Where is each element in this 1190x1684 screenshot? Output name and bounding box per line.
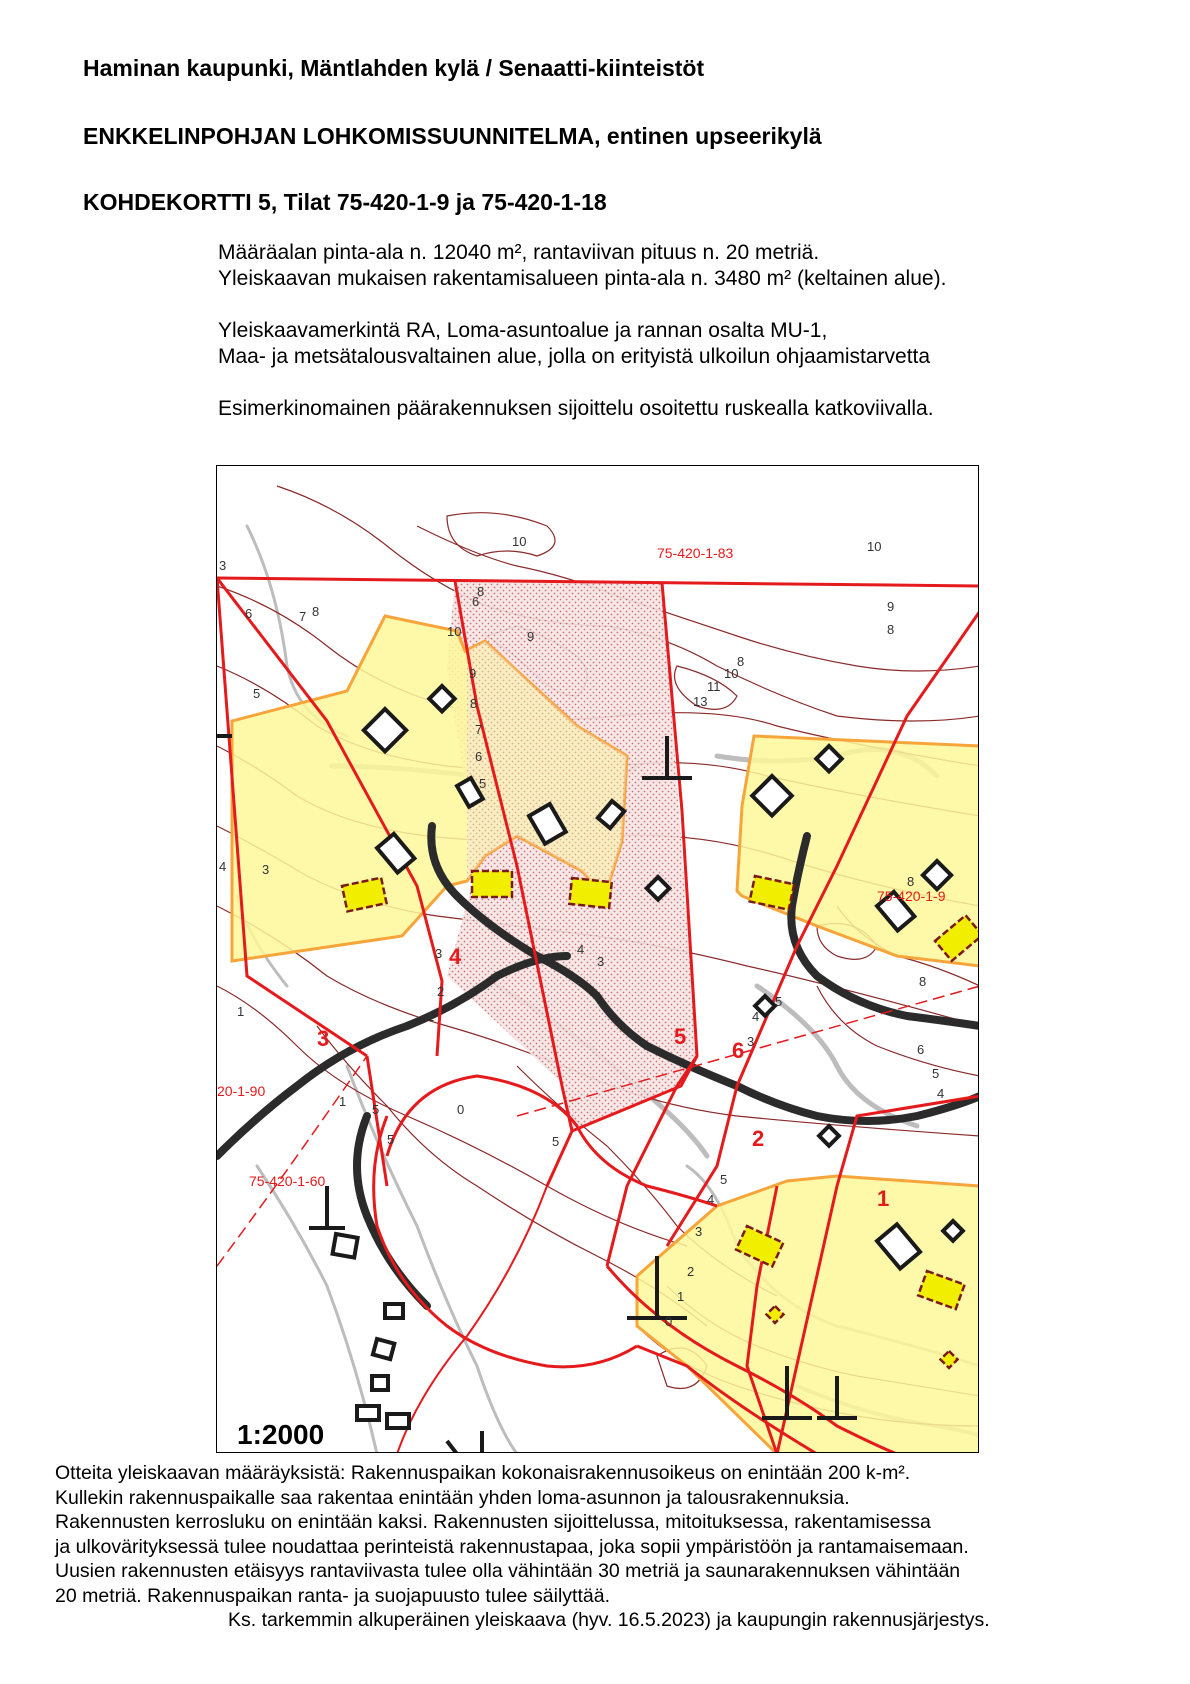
plan-regulations — [55, 1461, 969, 1608]
svg-text:0: 0 — [457, 1102, 465, 1117]
svg-text:4: 4 — [937, 1086, 945, 1101]
svg-text:4: 4 — [707, 1192, 715, 1207]
svg-text:11: 11 — [707, 679, 721, 694]
svg-text:3: 3 — [219, 558, 227, 573]
svg-text:3: 3 — [597, 954, 605, 969]
regulation-line: ja ulkovärityksessä tulee noudattaa perinteistä rakennustapaa, joka sopii ympäristöön ja rantamaisemaan. — [55, 1535, 969, 1558]
svg-text:8: 8 — [919, 974, 927, 989]
svg-text:10: 10 — [512, 534, 527, 549]
svg-text:1: 1 — [237, 1004, 245, 1019]
parcel-label: 20-1-90 — [217, 1083, 266, 1099]
intro-zoning-1: Yleiskaavamerkintä RA, Loma-asuntoalue ja rannan osalta MU-1, — [218, 319, 828, 342]
plot-number-3: 3 — [317, 1026, 330, 1051]
plot-number-5: 5 — [674, 1024, 687, 1049]
svg-text:6: 6 — [245, 606, 253, 621]
svg-text:8: 8 — [312, 604, 320, 619]
svg-text:6: 6 — [472, 594, 480, 609]
parcel-label: 75-420-1-83 — [657, 545, 734, 561]
plot-number-1: 1 — [877, 1186, 890, 1211]
svg-text:9: 9 — [527, 629, 535, 644]
svg-text:2: 2 — [687, 1264, 695, 1279]
svg-text:1: 1 — [427, 1009, 435, 1024]
svg-text:8: 8 — [470, 696, 478, 711]
svg-text:10: 10 — [867, 539, 882, 554]
svg-text:5: 5 — [387, 1132, 395, 1147]
svg-text:3: 3 — [747, 1034, 755, 1049]
intro-zoning-2: Maa- ja metsätalousvaltainen alue, jolla on erityistä ulkoilun ohjaamistarvetta — [218, 345, 931, 368]
svg-text:5: 5 — [479, 776, 487, 791]
plot-number-6: 6 — [732, 1038, 745, 1063]
svg-text:5: 5 — [932, 1066, 940, 1081]
parcel-label: 75-420-1-9 — [877, 888, 946, 904]
svg-text:7: 7 — [299, 609, 307, 624]
svg-text:7: 7 — [475, 722, 483, 737]
svg-text:2: 2 — [437, 984, 445, 999]
svg-text:8: 8 — [477, 584, 485, 599]
svg-text:1: 1 — [339, 1094, 347, 1109]
svg-text:10: 10 — [724, 666, 739, 681]
svg-text:5: 5 — [720, 1172, 728, 1187]
svg-text:4: 4 — [752, 1009, 760, 1024]
parcel-label: 75-420-1-60 — [249, 1173, 326, 1189]
svg-text:9: 9 — [469, 666, 477, 681]
plot-number-2: 2 — [752, 1126, 765, 1151]
svg-text:5: 5 — [372, 1102, 380, 1117]
title-municipality: Haminan kaupunki, Mäntlahden kylä / Senaatti-kiinteistöt — [83, 55, 705, 81]
zoning-map — [216, 465, 979, 1453]
plot-number-4: 4 — [449, 944, 462, 969]
svg-text:9: 9 — [887, 599, 895, 614]
svg-text:3: 3 — [695, 1224, 703, 1239]
regulation-line: Uusien rakennusten etäisyys rantaviivasta tulee olla vähintään 30 metriä ja saunarakennuksen vähintään — [55, 1560, 961, 1582]
svg-text:4: 4 — [219, 859, 227, 874]
svg-text:3: 3 — [435, 946, 443, 961]
intro-area: Määräalan pinta-ala n. 12040 m², rantaviivan pituus n. 20 metriä. — [218, 241, 820, 264]
regulation-line: 20 metriä. Rakennuspaikan ranta- ja suojapuusto tulee säilyttää. — [55, 1584, 610, 1607]
svg-text:8: 8 — [737, 654, 745, 669]
svg-text:5: 5 — [253, 686, 261, 701]
svg-text:8: 8 — [887, 622, 895, 637]
svg-text:3: 3 — [262, 862, 270, 877]
svg-text:10: 10 — [447, 624, 462, 639]
map-scale: 1:2000 — [237, 1419, 325, 1450]
svg-text:8: 8 — [907, 874, 915, 889]
svg-text:6: 6 — [917, 1042, 925, 1057]
title-card: KOHDEKORTTI 5, Tilat 75-420-1-9 ja 75-420-1-18 — [83, 189, 607, 215]
svg-text:0: 0 — [665, 1314, 673, 1329]
svg-text:5: 5 — [775, 994, 783, 1009]
reference-note: Ks. tarkemmin alkuperäinen yleiskaava (hyv. 16.5.2023) ja kaupungin rakennusjärjestys. — [228, 1609, 990, 1631]
svg-text:5: 5 — [552, 1134, 560, 1149]
intro-build-area: Yleiskaavan mukaisen rakentamisalueen pinta-ala n. 3480 m² (keltainen alue). — [218, 267, 947, 290]
regulation-line: Kullekin rakennuspaikalle saa rakentaa enintään yhden loma-asunnon ja talousrakennuksia. — [55, 1486, 850, 1509]
regulation-line: Rakennusten kerrosluku on enintään kaksi. Rakennusten sijoittelussa, mitoituksessa, rakentamisessa — [55, 1511, 931, 1533]
svg-text:6: 6 — [475, 749, 483, 764]
svg-text:4: 4 — [577, 942, 585, 957]
intro-placement: Esimerkinomainen päärakennuksen sijoittelu osoitettu ruskealla katkoviivalla. — [218, 397, 934, 420]
regulation-line: Otteita yleiskaavan määräyksistä: Rakennuspaikan kokonaisrakennusoikeus on enintään 200 k-m². — [55, 1462, 911, 1484]
svg-text:1: 1 — [677, 1289, 685, 1304]
title-plan: ENKKELINPOHJAN LOHKOMISSUUNNITELMA, entinen upseerikylä — [83, 123, 822, 149]
svg-text:13: 13 — [693, 694, 708, 709]
